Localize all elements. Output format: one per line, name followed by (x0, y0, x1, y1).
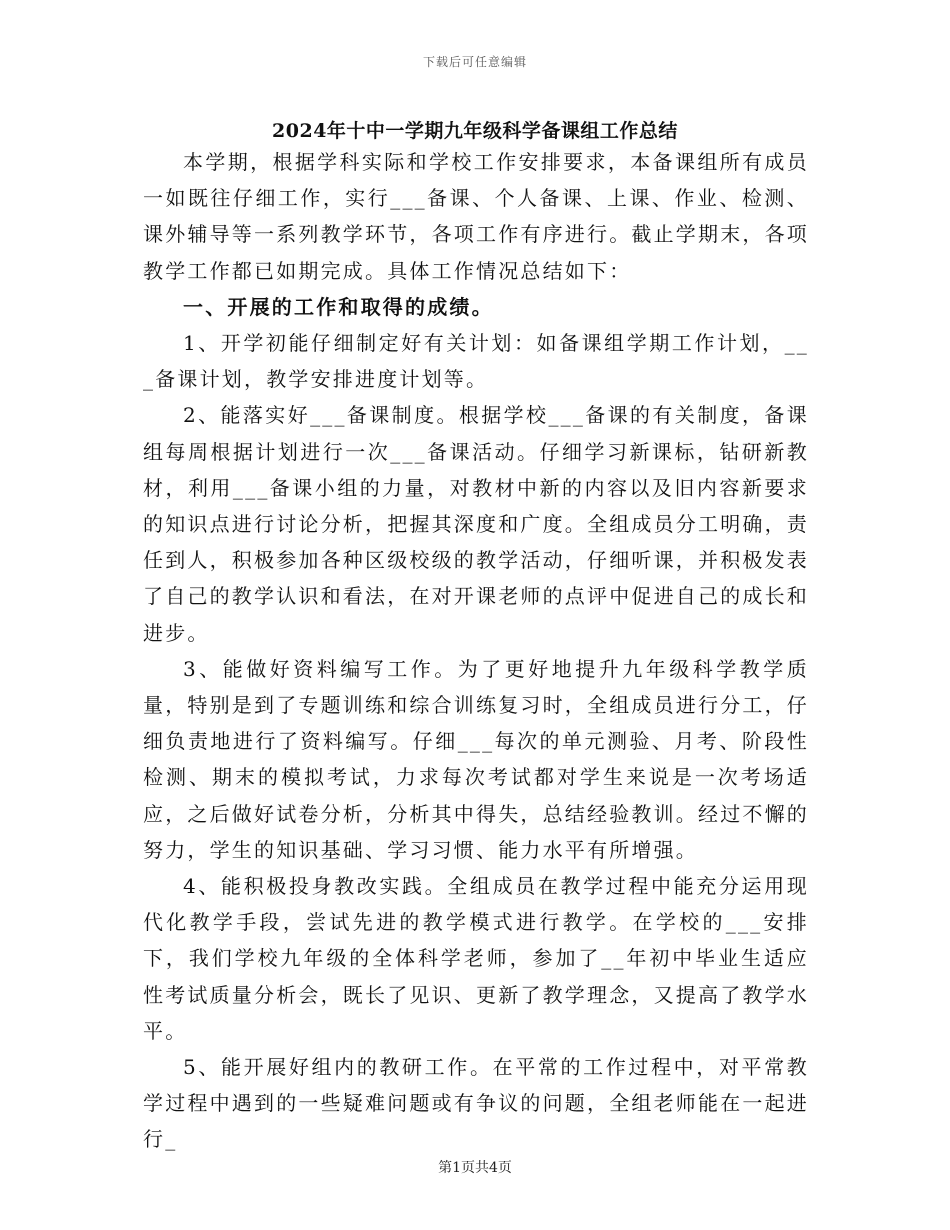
paragraph-item-4: 4、能积极投身教改实践。全组成员在教学过程中能充分运用现代化教学手段，尝试先进的教学模式进行教学。在学校的___安排下，我们学校九年级的全体科学老师，参加了__年初中毕业生适应性考试质量分析会，既长了见识、更新了教学理念，又提高了教学水平。 (143, 874, 809, 1043)
page-number: 第1页共4页 (438, 1160, 512, 1176)
paragraph-item-3: 3、能做好资料编写工作。为了更好地提升九年级科学教学质量，特别是到了专题训练和综合训练复习时，全组成员进行分工，仔细负责地进行了资料编写。仔细___每次的单元测验、月考、阶段性检测、期末的模拟考试，力求每次考试都对学生来说是一次考场适应，之后做好试卷分析，分析其中得失，总结经验教训。经过不懈的努力，学生的知识基础、学习习惯、能力水平有所增强。 (143, 656, 809, 862)
paragraph-item-2: 2、能落实好___备课制度。根据学校___备课的有关制度，备课组每周根据计划进行一次___备课活动。仔细学习新课标，钻研新教材，利用___备课小组的力量，对教材中新的内容以及旧内容新要求的知识点进行讨论分析，把握其深度和广度。全组成员分工明确，责任到人，积极参加各种区级校级的教学活动，仔细听课，并积极发表了自己的教学认识和看法，在对开课老师的点评中促进自己的成长和进步。 (143, 403, 809, 645)
paragraph-item-5: 5、能开展好组内的教研工作。在平常的工作过程中，对平常教学过程中遇到的一些疑难问题或有争议的问题，全组老师能在一起进行_ (143, 1055, 809, 1152)
section-heading: 一、开展的工作和取得的成绩。 (183, 294, 494, 319)
intro-paragraph: 本学期，根据学科实际和学校工作安排要求，本备课组所有成员一如既往仔细工作，实行___备课、个人备课、上课、作业、检测、课外辅导等一系列教学环节，各项工作有序进行。截止学期末，各项教学工作都已如期完成。具体工作情况总结如下： (143, 150, 809, 283)
header-note: 下载后可任意编辑 (422, 55, 527, 69)
paragraph-item-1: 1、开学初能仔细制定好有关计划：如备课组学期工作计划，___备课计划，教学安排进度计划等。 (143, 331, 809, 392)
document-title: 2024年十中一学期九年级科学备课组工作总结 (272, 120, 678, 142)
document-body (143, 144, 809, 1158)
